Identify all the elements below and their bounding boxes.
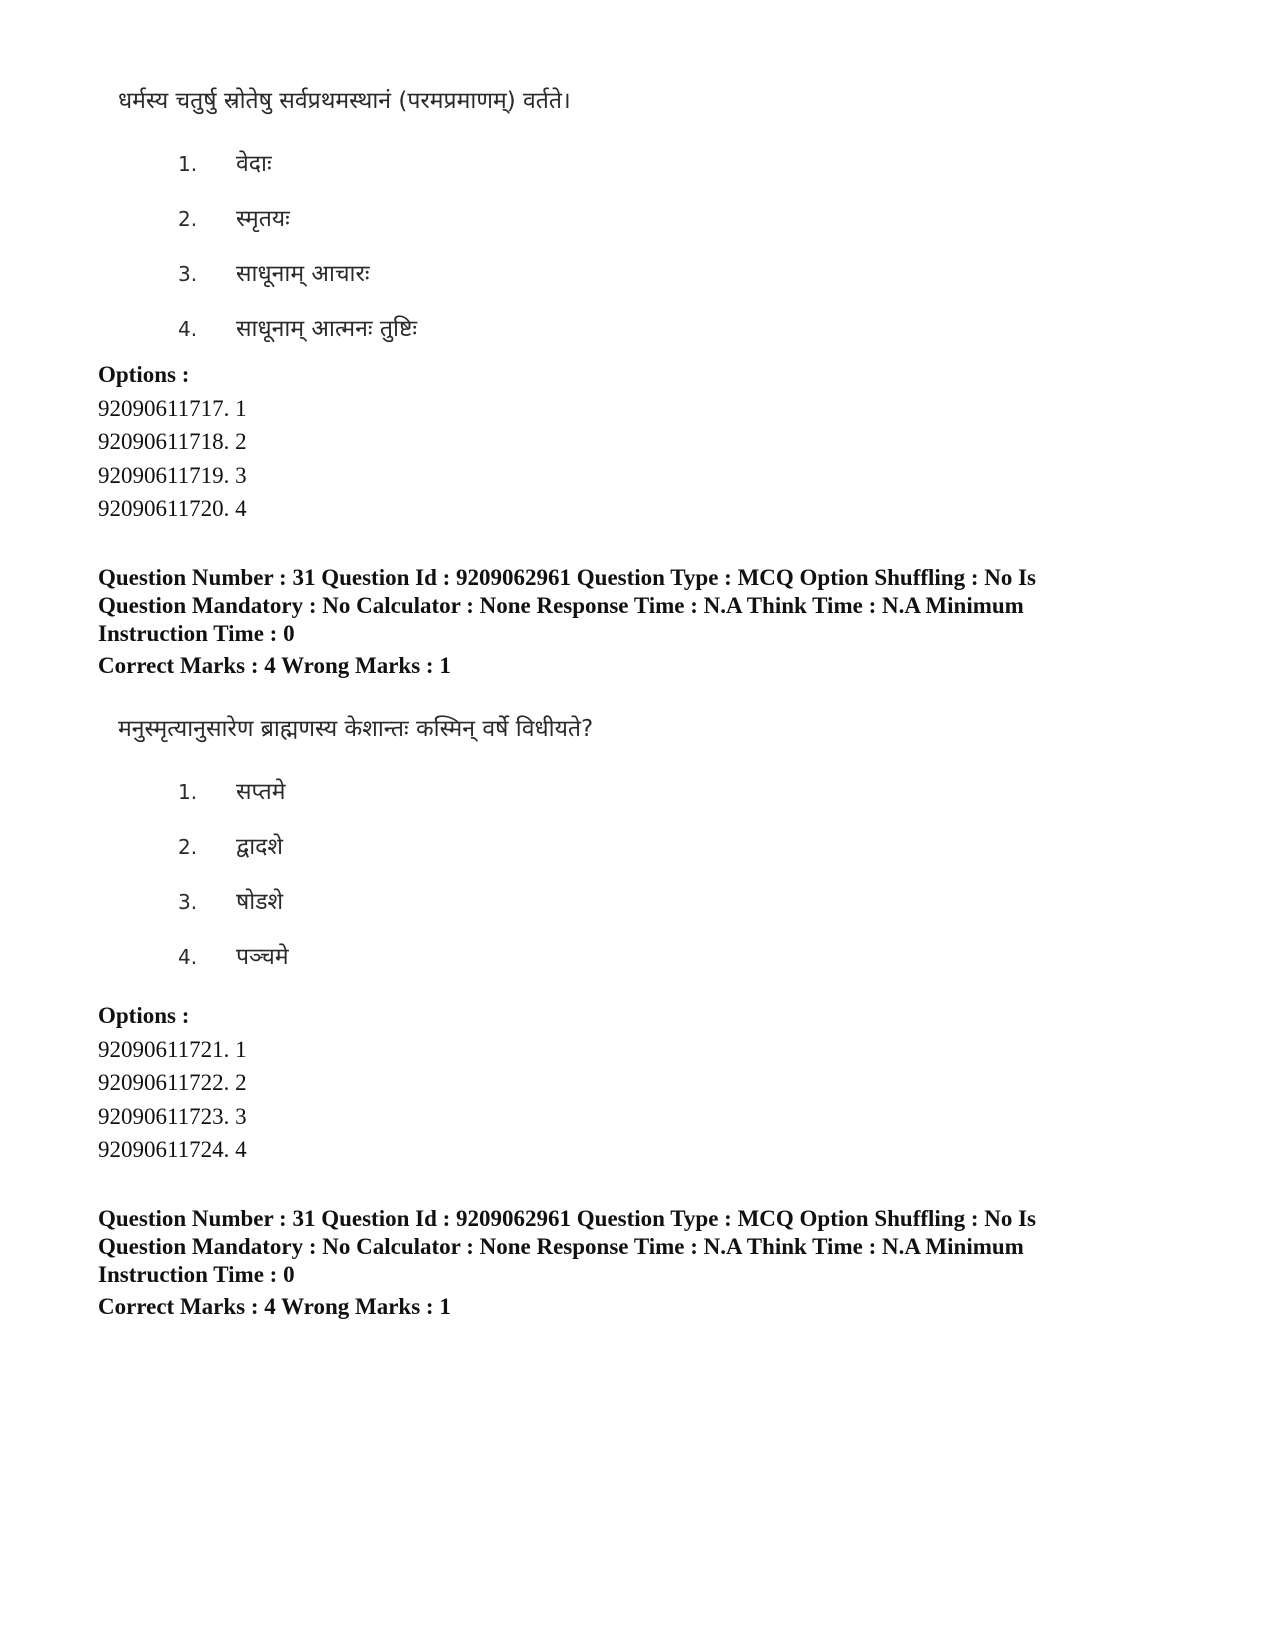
choice-number: 2. bbox=[178, 207, 198, 231]
question-choice bbox=[118, 821, 818, 876]
question-choice bbox=[118, 138, 818, 193]
meta-line: Question Number : 31 Question Id : 9209062961 Question Type : MCQ Option Shuffling : No Is bbox=[98, 565, 1037, 590]
marks-line: Correct Marks : 4 Wrong Marks : 1 bbox=[98, 653, 451, 678]
choice-number: 4. bbox=[178, 317, 198, 341]
meta-line: Instruction Time : 0 bbox=[98, 1262, 295, 1287]
choice-number: 3. bbox=[178, 262, 198, 286]
meta-line: Instruction Time : 0 bbox=[98, 621, 295, 646]
question-stem: मनुस्मृत्यानुसारेण ब्राह्मणस्य केशान्तः कस्मिन् वर्षे विधीयते? bbox=[118, 716, 594, 742]
choice-text: साधूनाम् आत्मनः तुष्टिः bbox=[236, 316, 418, 342]
choice-text: साधूनाम् आचारः bbox=[236, 261, 370, 287]
choice-text: द्वादशे bbox=[236, 834, 284, 860]
choice-text: षोडशे bbox=[236, 889, 284, 915]
option-item: 92090611724. 4 bbox=[98, 1137, 247, 1162]
option-item: 92090611718. 2 bbox=[98, 429, 247, 454]
meta-line: Question Mandatory : No Calculator : None Response Time : N.A Think Time : N.A Minimum bbox=[98, 593, 1024, 618]
choice-number: 1. bbox=[178, 780, 198, 804]
choice-text: वेदाः bbox=[236, 151, 272, 177]
choice-number: 3. bbox=[178, 890, 198, 914]
question-choice bbox=[118, 303, 818, 358]
option-item: 92090611717. 1 bbox=[98, 395, 247, 421]
choice-text: पञ्चमे bbox=[236, 944, 289, 970]
option-item: 92090611722. 2 bbox=[98, 1070, 247, 1095]
choice-number: 2. bbox=[178, 835, 198, 859]
question-stem: धर्मस्य चतुर्षु स्रोतेषु सर्वप्रथमस्थानं (परमप्रमाणम्) वर्तते। bbox=[118, 88, 571, 114]
option-item: 92090611721. 1 bbox=[98, 1036, 247, 1062]
question-choice bbox=[118, 193, 818, 248]
meta-line: Question Mandatory : No Calculator : None Response Time : N.A Think Time : N.A Minimum bbox=[98, 1234, 1024, 1259]
choice-text: स्मृतयः bbox=[236, 206, 290, 232]
question-image-2 bbox=[118, 714, 818, 986]
question-choice bbox=[118, 766, 818, 821]
options-heading: Options : bbox=[98, 1003, 190, 1028]
options-list-2 bbox=[98, 999, 247, 1167]
options-list-1 bbox=[98, 358, 247, 526]
question-choice bbox=[118, 931, 818, 986]
option-item: 92090611723. 3 bbox=[98, 1103, 247, 1129]
marks-line: Correct Marks : 4 Wrong Marks : 1 bbox=[98, 1294, 451, 1319]
question-choice bbox=[118, 876, 818, 931]
question-meta-2 bbox=[98, 1205, 1188, 1321]
question-meta-1 bbox=[98, 564, 1188, 680]
meta-line: Question Number : 31 Question Id : 9209062961 Question Type : MCQ Option Shuffling : No Is bbox=[98, 1206, 1037, 1231]
question-image-1 bbox=[118, 86, 818, 358]
choice-number: 4. bbox=[178, 945, 198, 969]
options-heading: Options : bbox=[98, 362, 190, 387]
question-choice bbox=[118, 248, 818, 303]
option-item: 92090611720. 4 bbox=[98, 496, 247, 521]
option-item: 92090611719. 3 bbox=[98, 462, 247, 488]
choice-text: सप्तमे bbox=[236, 779, 286, 805]
choice-number: 1. bbox=[178, 152, 198, 176]
